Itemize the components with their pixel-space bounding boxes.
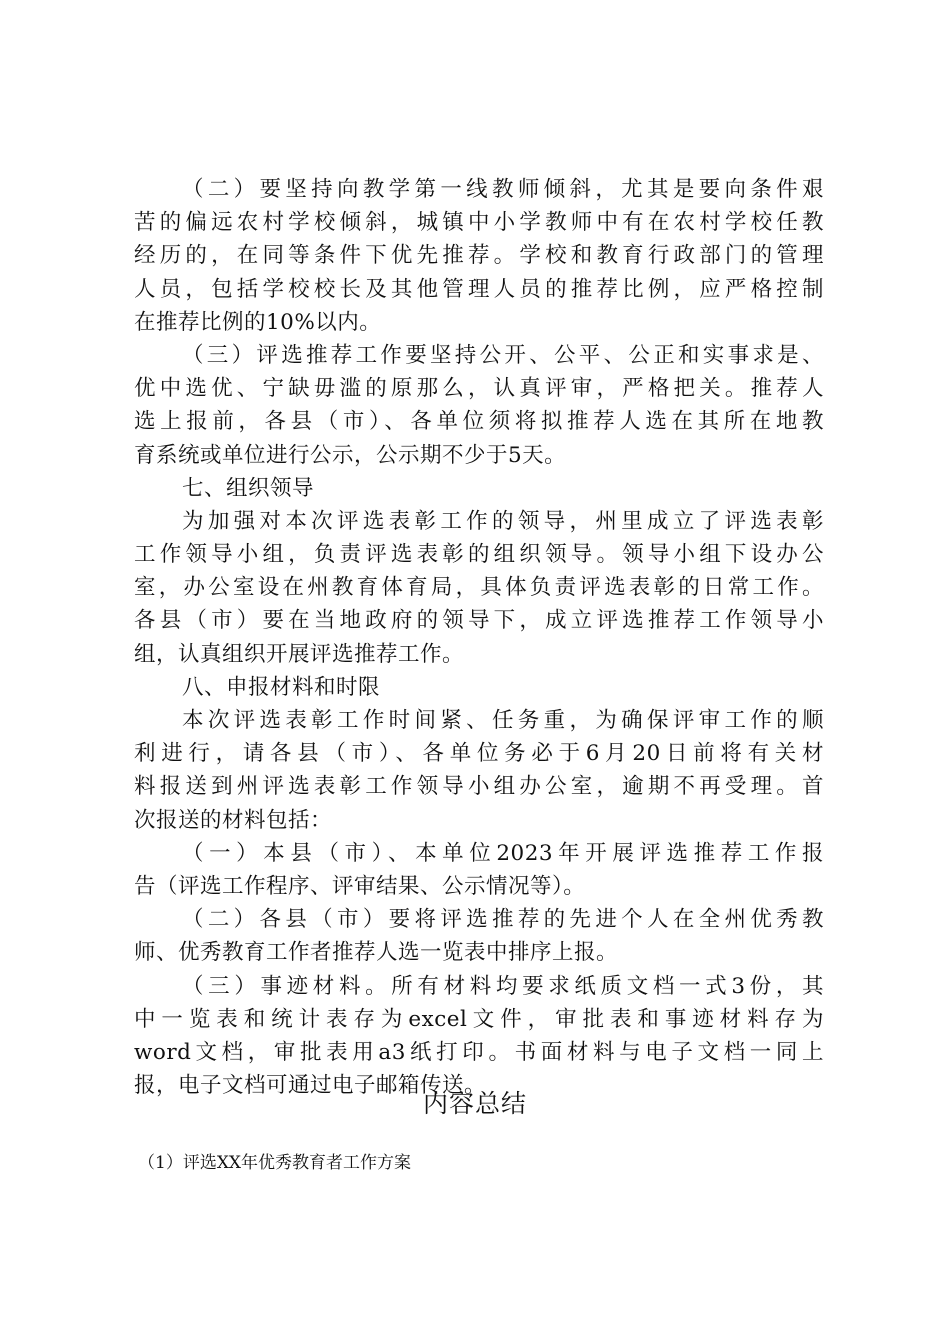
text-line: 八、申报材料和时限 bbox=[182, 674, 381, 700]
text-line: 告（评选工作程序、评审结果、公示情况等）。 bbox=[134, 873, 586, 899]
text-line: 为加强对本次评选表彰工作的领导，州里成立了评选表彰 bbox=[182, 508, 824, 534]
text-line: （二）各县（市）要将评选推荐的先进个人在全州优秀教 bbox=[182, 907, 824, 933]
text-line: 中一览表和统计表存为excel文件，审批表和事迹材料存为 bbox=[134, 1006, 824, 1032]
text-line: 料报送到州评选表彰工作领导小组办公室，逾期不再受理。首 bbox=[134, 774, 824, 800]
text-line: （三）事迹材料。所有材料均要求纸质文档一式3份，其 bbox=[182, 973, 824, 999]
text-line: 七、组织领导 bbox=[182, 475, 315, 501]
text-line: （三）评选推荐工作要坚持公开、公平、公正和实事求是、 bbox=[182, 342, 824, 368]
text-line: 次报送的材料包括： bbox=[134, 807, 333, 833]
text-line: 人员，包括学校校长及其他管理人员的推荐比例，应严格控制 bbox=[134, 276, 824, 302]
text-line: word文档，审批表用a3纸打印。书面材料与电子文档一同上 bbox=[134, 1039, 824, 1065]
text-line: 在推荐比例的10%以内。 bbox=[134, 309, 382, 335]
text-line: 各县（市）要在当地政府的领导下，成立评选推荐工作领导小 bbox=[134, 608, 824, 634]
document-body bbox=[134, 173, 824, 1102]
text-line: 本次评选表彰工作时间紧、任务重，为确保评审工作的顺 bbox=[182, 708, 824, 733]
text-line: 经历的，在同等条件下优先推荐。学校和教育行政部门的管理 bbox=[134, 243, 824, 269]
text-line: 优中选优、宁缺毋滥的原那么，认真评审，严格把关。推荐人 bbox=[134, 376, 824, 402]
text-line: 苦的偏远农村学校倾斜，城镇中小学教师中有在农村学校任教 bbox=[134, 210, 824, 236]
text-line: 报，电子文档可通过电子邮箱传送。 bbox=[134, 1073, 487, 1099]
summary-item: （1）评选XX年优秀教育者工作方案 bbox=[138, 1153, 412, 1173]
text-line: （二）要坚持向教学第一线教师倾斜，尤其是要向条件艰 bbox=[182, 177, 824, 202]
text-line: 利进行，请各县（市）、各单位务必于6月20日前将有关材 bbox=[134, 741, 824, 767]
text-line: 组，认真组织开展评选推荐工作。 bbox=[134, 641, 465, 667]
text-line: 工作领导小组，负责评选表彰的组织领导。领导小组下设办公 bbox=[134, 542, 824, 568]
text-line: （一）本县（市）、本单位2023年开展评选推荐工作报 bbox=[182, 840, 824, 866]
text-line: 育系统或单位进行公示，公示期不少于5天。 bbox=[134, 442, 567, 468]
text-line: 室，办公室设在州教育体育局，具体负责评选表彰的日常工作。 bbox=[134, 575, 824, 601]
text-line: 选上报前，各县（市）、各单位须将拟推荐人选在其所在地教 bbox=[134, 409, 824, 435]
summary-title: 内容总结 bbox=[422, 1089, 527, 1118]
text-line: 师、优秀教育工作者推荐人选一览表中排序上报。 bbox=[134, 940, 619, 966]
